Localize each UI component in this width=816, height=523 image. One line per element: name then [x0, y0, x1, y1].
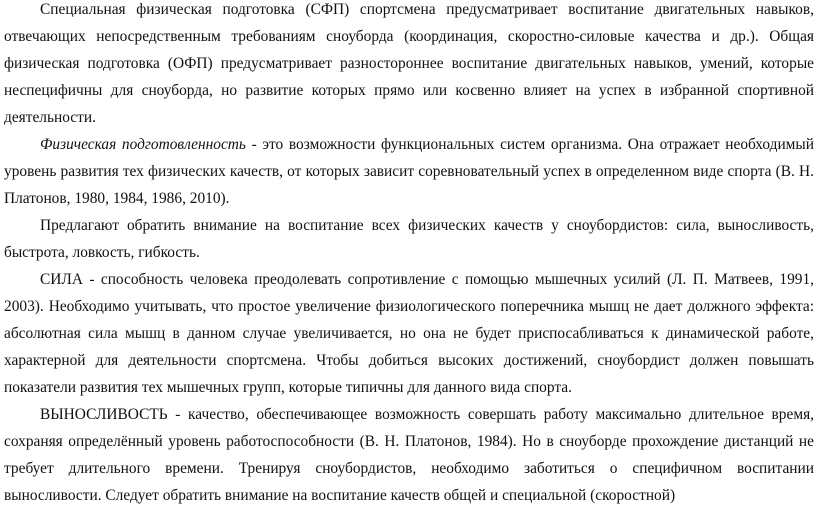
term-physical-fitness: Физическая подготовленность: [40, 136, 246, 153]
paragraph-strength: СИЛА - способность человека преодолевать сопротивление с помощью мышечных усилий (Л. П. Матвеев, 1991, 2003). Необходимо учитывать, что простое увеличение физиологического поперечника мышц не дает должного эффекта: абсолютная сила мышц в данном случае увеличивается, но она не будет приспосабливаться к динамической работе, характерной для деятельности спортсмена. Чтобы добиться высоких достижений, сноубордист должен повышать показатели развития тех мышечных групп, которые типичны для данного вида спорта.: [4, 271, 814, 396]
paragraph-qualities: Предлагают обратить внимание на воспитание всех физических качеств у сноубордистов: сила, выносливость, быстрота, ловкость, гибкость.: [4, 217, 814, 261]
paragraph-sfp-ofp: Специальная физическая подготовка (СФП) спортсмена предусматривает воспитание двигательных навыков, отвечающих непосредственным требованиям сноуборда (координация, скоростно-силовые качества и др.). Общая физическая подготовка (ОФП) предусматривает разностороннее воспитание двигательных навыков, умений, которые неспецифичны для сноуборда, но развитие которых прямо или косвенно влияет на успех в избранной спортивной деятельности.: [4, 1, 814, 126]
paragraph-physical-fitness: [4, 131, 814, 212]
document-page: [4, 0, 814, 509]
paragraph-physical-fitness-text: - это возможности функциональных систем организма. Она отражает необходимый уровень развития тех физических качеств, от которых зависит соревновательный успех в определенном виде спорта (В. Н. Платонов, 1980, 1984, 1986, 2010).: [4, 136, 814, 207]
paragraph-endurance: ВЫНОСЛИВОСТЬ - качество, обеспечивающее возможность совершать работу максимально длительное время, сохраняя определённый уровень работоспособности (В. Н. Платонов, 1984). Но в сноуборде прохождение дистанций не требует длительного времени. Тренируя сноубордистов, необходимо заботиться о специфичном воспитании выносливости. Следует обратить внимание на воспитание качеств общей и специальной (скоростной): [4, 406, 814, 504]
